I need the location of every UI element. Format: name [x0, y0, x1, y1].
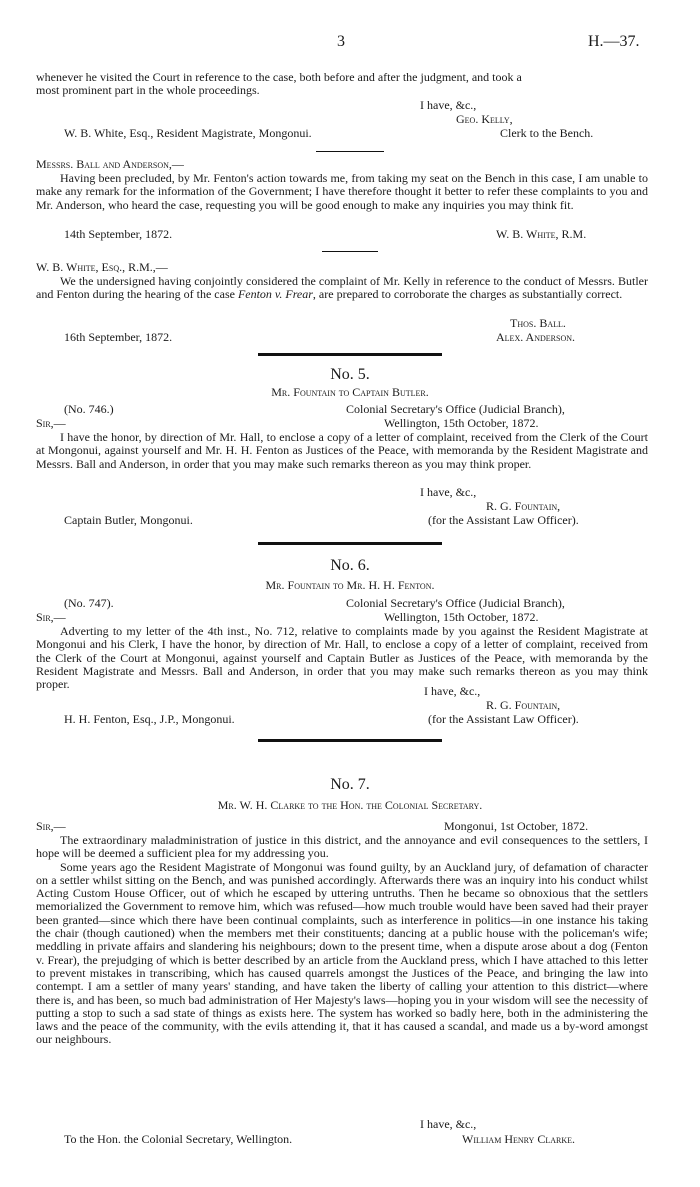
no6-number: No. 6.: [330, 557, 370, 574]
kelly-text-line2: most prominent part in the whole proceedings.: [36, 83, 260, 98]
no5-body-text: I have the honor, by direction of Mr. Hall, to enclose a copy of a letter of complaint, received from the Clerk of the Court at Mongonui, against yourself and Mr. H. H. Fenton as Justices of the Peace, with memoranda by the Resident Magistrate and Messrs. Ball and Anderson, in order that you may make such remarks thereon as you may think proper.: [36, 430, 648, 471]
white-letter-body: [36, 172, 648, 212]
no5-closing: I have, &c.,: [420, 485, 477, 499]
ball-body-part2: , are prepared to corroborate the charges as substantially correct.: [312, 287, 623, 302]
no5-signer-title: (for the Assistant Law Officer).: [428, 513, 579, 527]
ball-signer1: Thos. Ball.: [510, 316, 566, 330]
no7-body: [36, 834, 648, 1047]
kelly-closing: I have, &c.,: [420, 98, 477, 112]
no7-place-date: Mongonui, 1st October, 1872.: [444, 819, 589, 833]
no5-ref: (No. 746.): [64, 402, 114, 416]
no7-closing: I have, &c.,: [420, 1117, 477, 1131]
kelly-signer-title: Clerk to the Bench.: [500, 126, 594, 140]
section-rule: [258, 353, 442, 356]
no6-salutation: Sir,—: [36, 610, 66, 624]
kelly-addressee: W. B. White, Esq., Resident Magistrate, Mongonui.: [64, 126, 312, 140]
ball-body-text: [36, 275, 648, 302]
no5-signer: R. G. Fountain,: [486, 499, 561, 513]
page-number: 3: [337, 33, 345, 50]
ball-body-part1: We the undersigned having conjointly considered the complaint of Mr. Kelly in reference to the conduct of Messrs. Butler and Fenton during the hearing of the case: [36, 274, 648, 302]
ball-signer2: Alex. Anderson.: [496, 330, 576, 344]
no5-title: Mr. Fountain to Captain Butler.: [271, 385, 429, 399]
separator-rule: [322, 251, 378, 252]
white-body-text: Having been precluded, by Mr. Fenton's action towards me, from taking my seat on the Bench in this case, I am unable to make any remark for the information of the Government; I have therefore thought it better to refer these complaints to you and Mr. Anderson, who heard the case, requesting you will be good enough to make any inquiries you may think fit.: [36, 171, 648, 212]
no6-closing: I have, &c.,: [424, 684, 481, 698]
white-salutation: Messrs. Ball and Anderson,—: [36, 157, 184, 171]
no5-place-date: Wellington, 15th October, 1872.: [384, 416, 539, 430]
no7-number: No. 7.: [330, 776, 370, 793]
section-rule: [258, 739, 442, 742]
no6-signer: R. G. Fountain,: [486, 698, 561, 712]
ball-letter-body: [36, 275, 648, 302]
separator-rule: [316, 151, 384, 152]
no5-salutation: Sir,—: [36, 416, 66, 430]
white-signer: W. B. White, R.M.: [496, 227, 587, 241]
no5-body: [36, 431, 648, 471]
no5-number: No. 5.: [330, 366, 370, 383]
no7-signer: William Henry Clarke.: [462, 1132, 575, 1146]
no5-addressee: Captain Butler, Mongonui.: [64, 513, 193, 527]
no6-office: Colonial Secretary's Office (Judicial Branch),: [346, 596, 565, 610]
no7-para2: Some years ago the Resident Magistrate of Mongonui was found guilty, by an Auckland jury, of defamation of character on a settler whilst sitting on the Bench, and was punished accordingly. Afterwards there was an inquiry into his conduct whilst Acting Custom House Officer, out of which he escaped by uttering untruths. Then he became so obnoxious that the settlers memorialized the Government to remove him, which was refused—how much trouble would have been saved had their prayer been granted—since which there have been continual complaints, such as interference in politics—in one instance his taking the chair (though cautioned) when the members met their constituents; dancing at a public house with the policeman's wife; meddling in private affairs and slandering his neighbours; down to the present time, when a dispute arose about a dog (Fenton v. Frear), the prejudging of which is better described by an article from the Auckland press, which I have attached to this letter to prevent mistakes in transcribing, which has caused quarrels amongst the Justices of the Peace, and bringing the law into contempt. I am a settler of many years' standing, and have taken the liberty of calling your attention to this district—where there is, and has been, so much bad administration of Her Majesty's laws—hoping you in your wisdom will see the necessity of putting a stop to such a sad state of things as exists here. The system has worked so badly here, both in the administering the laws and the peace of the community, with the evils attending it, that it has caused a scandal, and made us a by-word amongst our neighbours.: [36, 859, 648, 1047]
no7-addressee: To the Hon. the Colonial Secretary, Wellington.: [64, 1132, 293, 1146]
kelly-text-line1: whenever he visited the Court in reference to the case, both before and after the judgment, and took a: [36, 70, 522, 84]
kelly-letter-body: [36, 71, 648, 98]
no6-body: [36, 625, 648, 691]
no6-signer-title: (for the Assistant Law Officer).: [428, 712, 579, 726]
no7-para1: The extraordinary maladministration of justice in this district, and the annoyance and evil consequences to the settlers, I hope will be deemed a sufficient plea for my addressing you.: [36, 833, 648, 861]
no5-office: Colonial Secretary's Office (Judicial Branch),: [346, 402, 565, 416]
no6-title: Mr. Fountain to Mr. H. H. Fenton.: [265, 578, 435, 592]
ball-date: 16th September, 1872.: [64, 330, 173, 344]
no6-place-date: Wellington, 15th October, 1872.: [384, 610, 539, 624]
no6-ref: (No. 747).: [64, 596, 114, 610]
no6-body-text: Adverting to my letter of the 4th inst., No. 712, relative to complaints made by you against the Resident Magistrate at Mongonui and his Clerk, I have the honor, by direction of Mr. Hall, to enclose a copy of a letter of complaint, received from the Clerk of the Court at Mongonui, against yourself and Captain Butler as Justices of the Peace, with memoranda by the Resident Magistrate and Messrs. Ball and Anderson, in order that you may make such remarks thereon as you may think proper.: [36, 624, 648, 692]
ball-case-name: Fenton v. Frear: [237, 287, 313, 302]
no7-title: Mr. W. H. Clarke to the Hon. the Colonial Secretary.: [217, 798, 483, 812]
ball-salutation: W. B. White, Esq., R.M.,—: [36, 260, 168, 274]
white-date: 14th September, 1872.: [64, 227, 173, 241]
no6-addressee: H. H. Fenton, Esq., J.P., Mongonui.: [64, 712, 235, 726]
kelly-signer: Geo. Kelly,: [456, 112, 513, 126]
document-ref: H.—37.: [588, 33, 640, 50]
section-rule: [258, 542, 442, 545]
no7-salutation: Sir,—: [36, 819, 66, 833]
